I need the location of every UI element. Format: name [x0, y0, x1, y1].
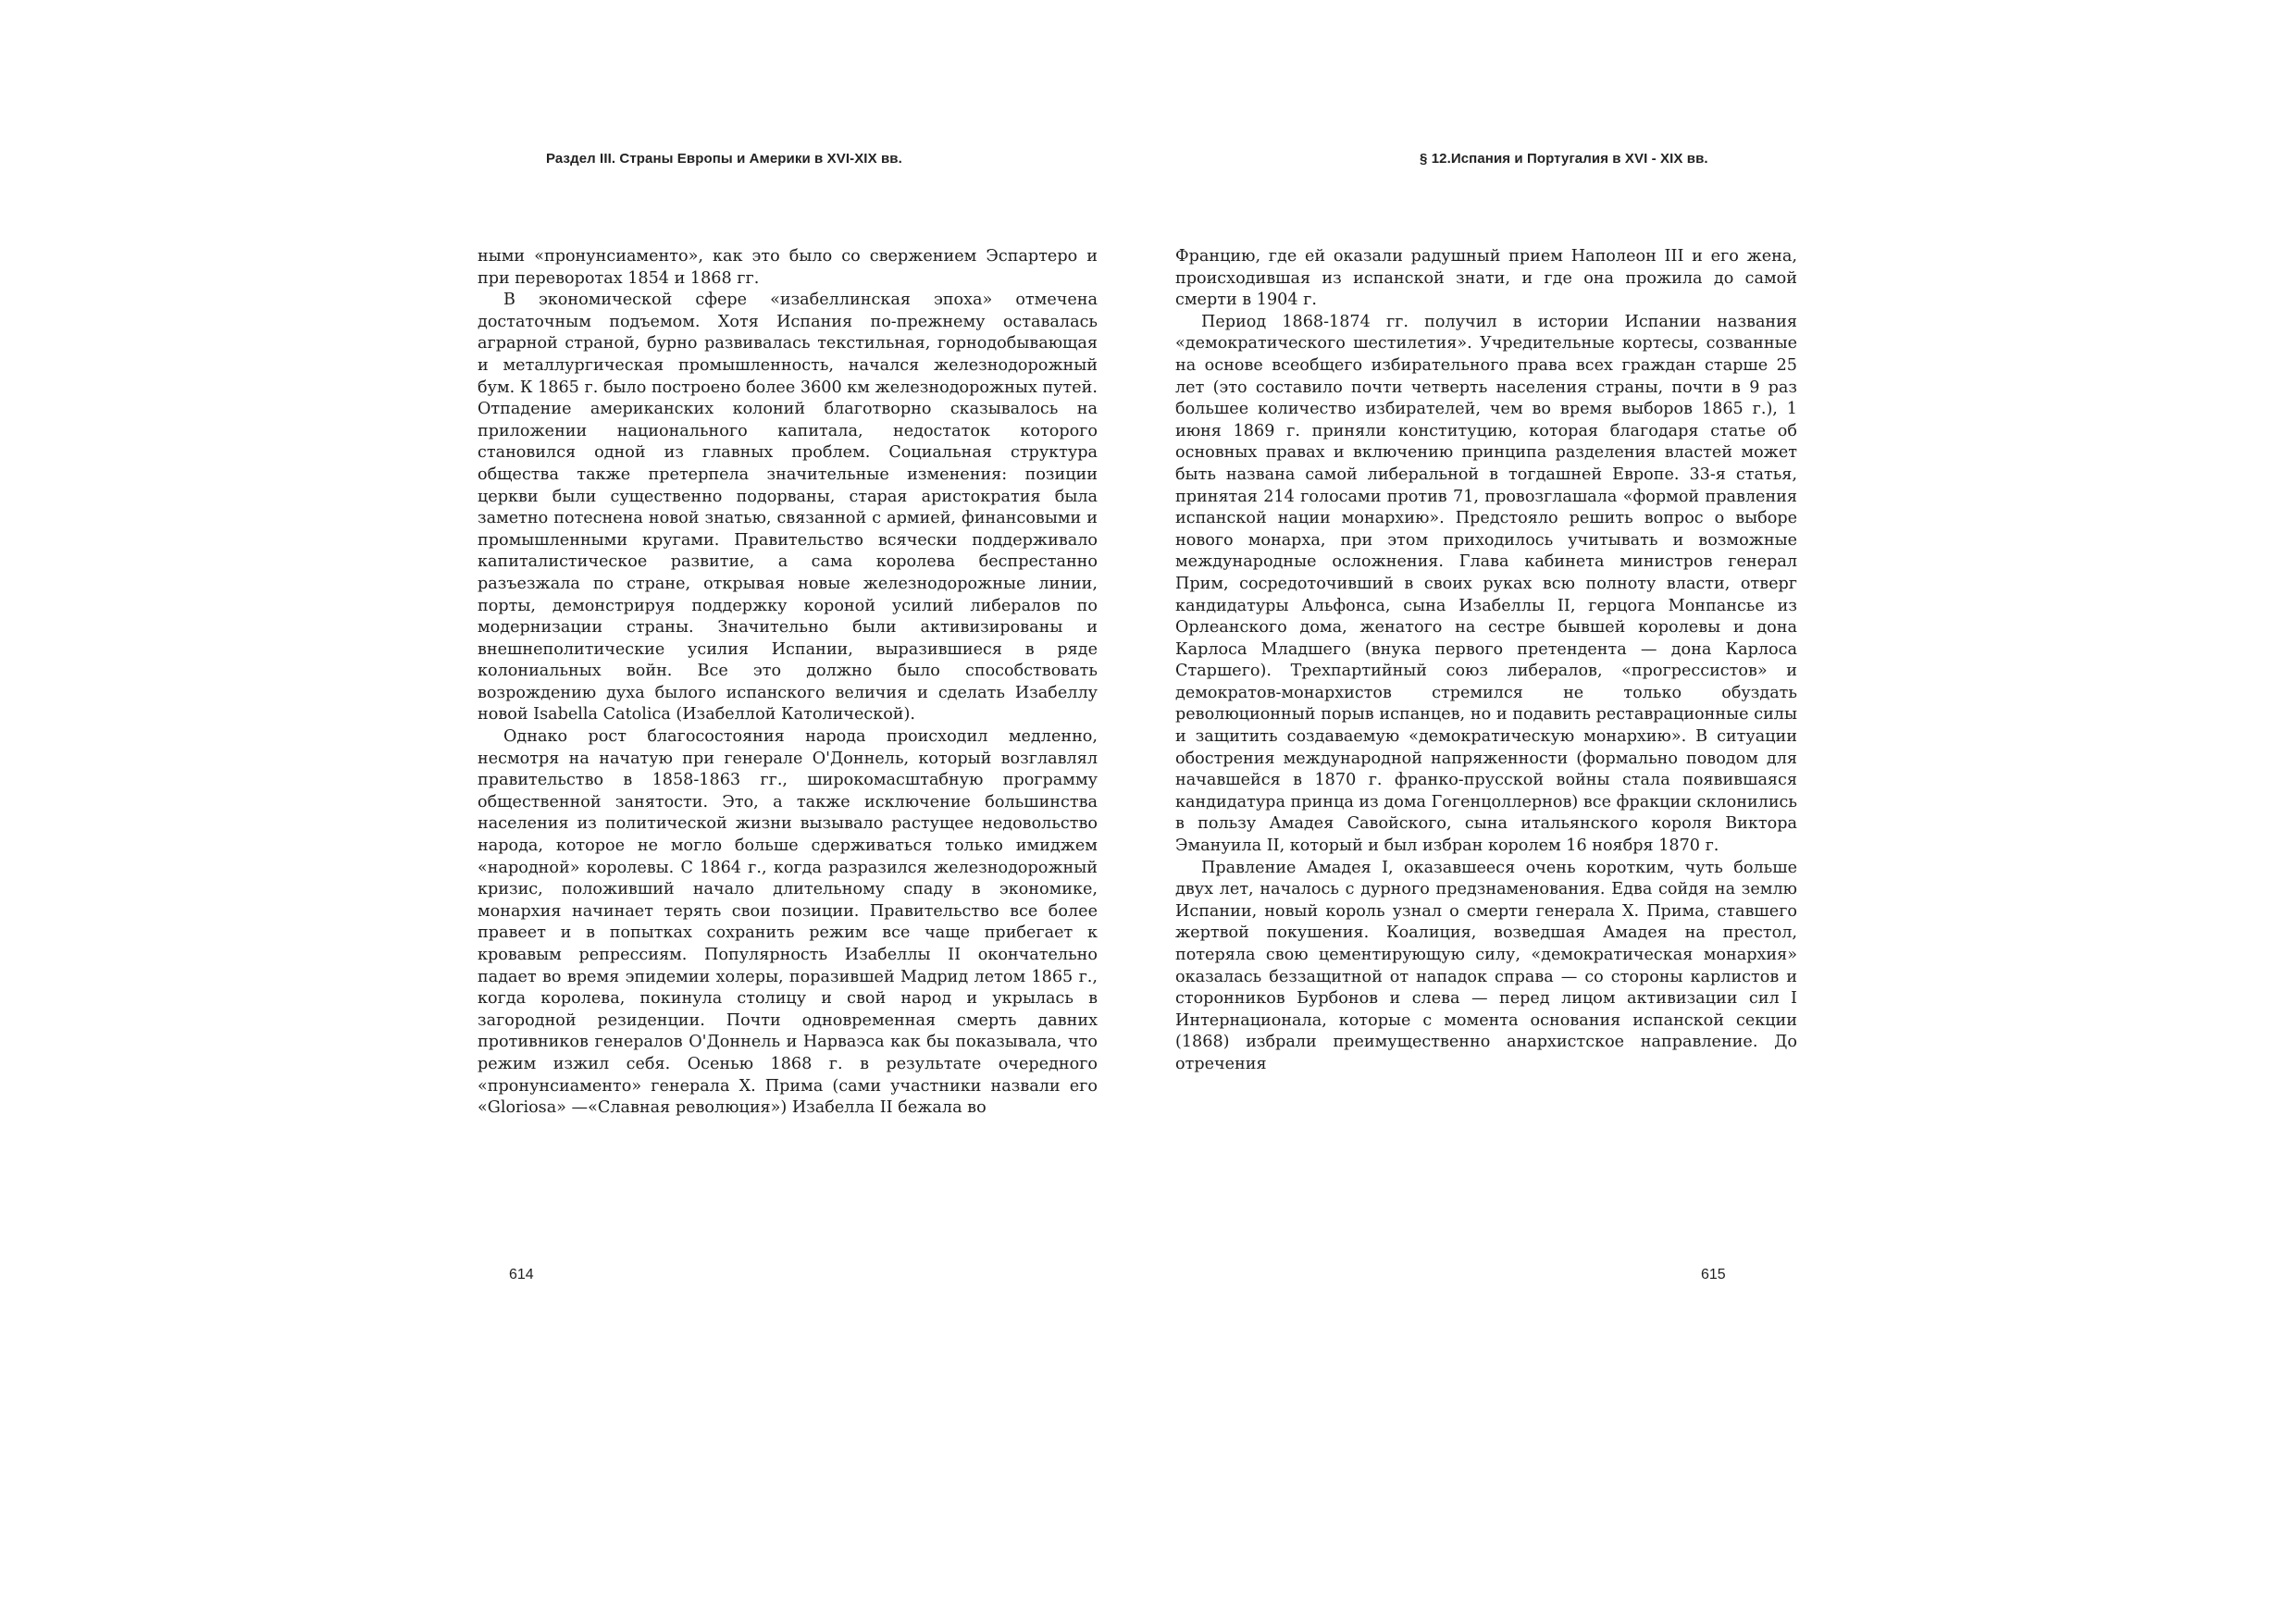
left-paragraph-1: ными «пронунсиаменто», как это было со свержением Эспартеро и при переворотах 1854 и 1868 гг.: [478, 247, 1098, 288]
right-page-number: 615: [1701, 1267, 1726, 1282]
right-running-header: § 12.Испания и Португалия в XVI - XIX вв.: [1420, 151, 1708, 167]
left-running-header: Раздел III. Страны Европы и Америки в XVI-XIX вв.: [546, 151, 902, 167]
left-paragraph-3: Однако рост благосостояния народа происходил медленно, несмотря на начатую при генерале О'Доннель, который возглавлял правительство в 1858-1863 гг., широкомасштабную программу общественной занятости. Это, а также исключение большинства населения из политической жизни вызывало растущее недовольство народа, которое не могло больше сдерживаться только имиджем «народной» королевы. С 1864 г., когда разразился железнодорожный кризис, положивший начало длительному спаду в экономике, монархия начинает терять свои позиции. Правительство все более правеет и в попытках сохранить режим все чаще прибегает к кровавым репрессиям. Популярность Изабеллы II окончательно падает во время эпидемии холеры, поразившей Мадрид летом 1865 г., когда королева, покинула столицу и свой народ и укрылась в загородной резиденции. Почти одновременная смерть давних противников генералов О'Доннель и Нарваэса как бы показывала, что режим изжил себя. Осенью 1868 г. в результате очередного «пронунсиаменто» генерала X. Прима (сами участники назвали его «Gloriosa» —«Славная революция») Изабелла II бежала во: [478, 727, 1098, 1118]
left-body-text: [478, 246, 1098, 1120]
left-page-number: 614: [509, 1267, 534, 1282]
right-page: [1148, 0, 2296, 1623]
right-paragraph-3: Правление Амадея I, оказавшееся очень коротким, чуть больше двух лет, началось с дурного предзнаменования. Едва сойдя на землю Испании, новый король узнал о смерти генерала X. Прима, ставшего жертвой покушения. Коалиция, возведшая Амадея на престол, потеряла свою цементирующую силу, «демократическая монархия» оказалась беззащитной от нападок справа — со стороны карлистов и сторонников Бурбонов и слева — перед лицом активизации сил I Интернационала, которые с момента основания испанской секции (1868) избрали преимущественно анархистское направление. До отречения: [1175, 858, 1797, 1073]
left-paragraph-2: В экономической сфере «изабеллинская эпоха» отмечена достаточным подъемом. Хотя Испания по-прежнему оставалась аграрной страной, бурно развивалась текстильная, горнодобывающая и металлургическая промышленность, начался железнодорожный бум. К 1865 г. было построено более 3600 км железнодорожных путей. Отпадение американских колоний благотворно сказывалось на приложении национального капитала, недостаток которого становился одной из главных проблем. Социальная структура общества также претерпела значительные изменения: позиции церкви были существенно подорваны, старая аристократия была заметно потеснена новой знатью, связанной с армией, финансовыми и промышленными кругами. Правительство всячески поддерживало капиталистическое развитие, а сама королева беспрестанно разъезжала по стране, открывая новые железнодорожные линии, порты, демонстрируя поддержку короной усилий либералов по модернизации страны. Значительно были активизированы и внешнеполитические усилия Испании, выразившиеся в ряде колониальных войн. Все это должно было способствовать возрождению духа былого испанского величия и сделать Изабеллу новой Isabella Catolica (Изабеллой Католической).: [478, 291, 1098, 725]
right-body-text: [1175, 246, 1797, 1076]
right-paragraph-2: Период 1868-1874 гг. получил в истории Испании названия «демократического шестилетия». Учредительные кортесы, созванные на основе всеобщего избирательного права всех граждан старше 25 лет (это составило почти четверть населения страны, почти в 9 раз большее количество избирателей, чем во время выборов 1865 г.), 1 июня 1869 г. приняли конституцию, которая благодаря статье об основных правах и включению принципа разделения властей может быть названа самой либеральной в тогдашней Европе. 33-я статья, принятая 214 голосами против 71, провозглашала «формой правления испанской нации монархию». Предстояло решить вопрос о выборе нового монарха, при этом приходилось учитывать и возможные международные осложнения. Глава кабинета министров генерал Прим, сосредоточивший в своих руках всю полноту власти, отверг кандидатуры Альфонса, сына Изабеллы II, герцога Монпансье из Орлеанского дома, женатого на сестре бывшей королевы и дона Карлоса Младшего (внука первого претендента — дона Карлоса Старшего). Трехпартийный союз либералов, «прогрессистов» и демократов-монархистов стремился не только обуздать революционный порыв испанцев, но и подавить реставрационные силы и защитить создаваемую «демократическую монархию». В ситуации обострения международной напряженности (формально поводом для начавшейся в 1870 г. франко-прусской войны стала появившаяся кандидатура принца из дома Гогенцоллернов) все фракции склонились в пользу Амадея Савойского, сына итальянского короля Виктора Эмануила II, который и был избран королем 16 ноября 1870 г.: [1175, 312, 1797, 856]
right-paragraph-1: Францию, где ей оказали радушный прием Наполеон III и его жена, происходившая из испанской знати, и где она прожила до самой смерти в 1904 г.: [1175, 247, 1797, 310]
